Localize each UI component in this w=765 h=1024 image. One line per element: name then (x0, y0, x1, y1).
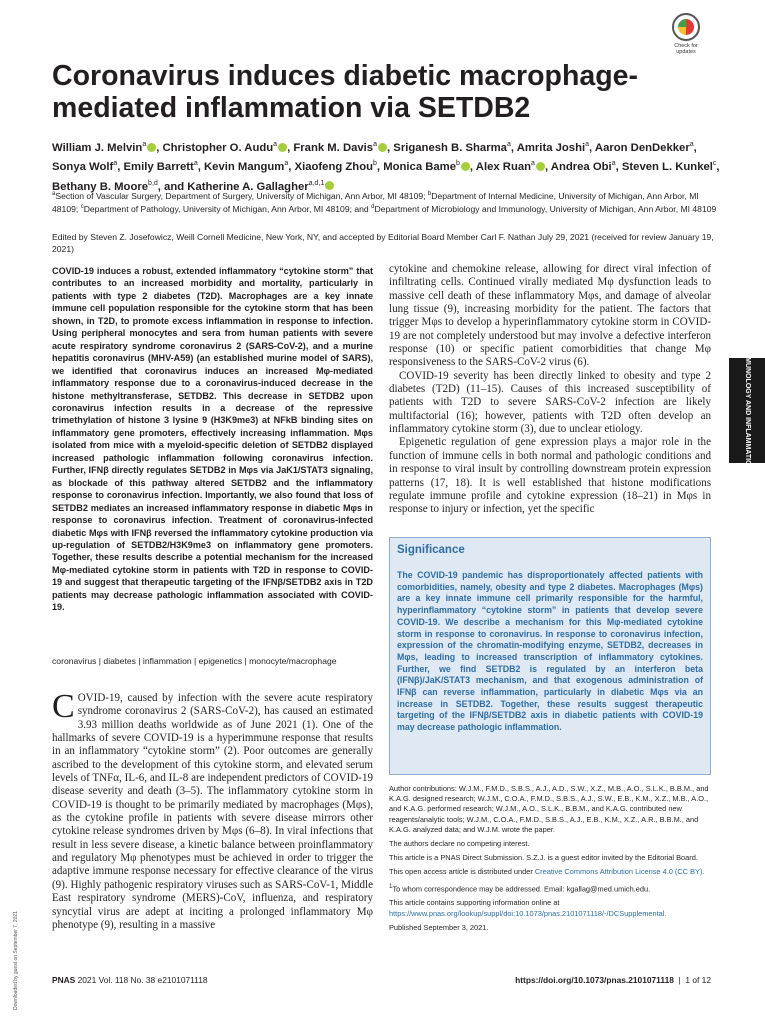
author-name: Monica Bame (383, 161, 457, 174)
footer-citation: PNAS 2021 Vol. 118 No. 38 e2101071118 (52, 975, 208, 985)
drop-cap: C (52, 688, 75, 725)
supporting-link[interactable]: https://www.pnas.org/lookup/suppl/doi:10.1073/pnas.2101071118/-/DCSupplemental. (389, 908, 667, 918)
body-paragraph: cytokine and chemokine release, allowing for direct viral infection of infiltrating cells. Continued virally mediated Mφ dysfunction leads to massive cell death of these inflammatory Mφs, and damage of alveolar lung tissue (9), increasing morbidity for the patient. The factors that trigger Mφs to develop a hyperinflammatory cytokine storm in COVID-19 are not completely understood but may involve a defective interferon response (10) or specific patient comorbidities that change Mφ responsiveness to the SARS-CoV-2 virus (6). (389, 263, 711, 369)
author-name: Steven L. Kunkel (621, 161, 713, 174)
author-list: William J. Melvin$^a$ , Christopher O. Audu$^a$ , Frank M. Davis$^a$ , Sriganesh B. Sharma$^a$, Amrita Joshi$^a$, Aaron DenDekker$^a$, Sonya Wolf$^a$, Emily Barrett$^a$, Kevin Mangum$^a$, Xiaofeng Zhou$^b$, Monica Bame$^b$ , Alex Ruan$^a$ , Andrea Obi$^a$, Steven L. Kunkel$^c$, Bethany B. Moore$^{b,d}$, and Katherine A. Gallagher$^{a,d,1}$ (52, 141, 720, 193)
orcid-icon[interactable] (147, 143, 156, 152)
author-name: Sriganesh B. Sharma (393, 141, 507, 154)
supporting-info: This article contains supporting information online at https://www.pnas.org/lookup/suppl/doi:10.1073/pnas.2101071118/-/DCSupplemental. (389, 898, 667, 918)
footer-doi: https://doi.org/10.1073/pnas.2101071118 | 1 of 12 (515, 975, 711, 985)
section-side-tab (729, 349, 765, 471)
author-name: Alex Ruan (475, 161, 532, 174)
download-note: Downloaded by guest on September 7, 2021 (13, 911, 19, 1010)
body-paragraph: Epigenetic regulation of gene expression plays a major role in the function of immune cells in both normal and pathologic conditions and in response to viral insult by controlling downstream protein expression patterns (17, 18). It is well established that histone modifications regulate immune profile and cytokine expression (18–21) in Mφs in response to injury or infection, yet the specific (389, 436, 711, 516)
author-name: Andrea Obi (550, 161, 612, 174)
author-name: Bethany B. Moore (52, 180, 149, 193)
doi-link[interactable]: https://doi.org/10.1073/pnas.2101071118 (515, 975, 674, 985)
author-name: Emily Barrett (123, 161, 194, 174)
published-date: Published September 3, 2021. (389, 922, 489, 932)
author-name: Amrita Joshi (516, 141, 586, 154)
author-name: Kevin Mangum (204, 161, 285, 174)
author-name: Aaron DenDekker (594, 141, 690, 154)
keywords: coronavirus | diabetes | inflammation | epigenetics | monocyte/macrophage (52, 656, 337, 666)
author-name: Sonya Wolf (52, 161, 114, 174)
body-intro-left (52, 688, 373, 932)
license-link[interactable]: Creative Commons Attribution License 4.0 (CC BY). (534, 867, 705, 877)
orcid-icon[interactable] (378, 143, 387, 152)
author-name: Frank M. Davis (293, 141, 374, 154)
author-name: William J. Melvin (52, 141, 143, 154)
significance-text: The COVID-19 pandemic has disproportionately affected patients with comorbidities, namely, obesity and type 2 diabetes. Macrophages (Mφs) are a key innate immune cell primarily responsible for the harmful, hyperinflammatory “cytokine storm” in patients that develop severe COVID-19. We describe a mechanism for this Mφ-mediated cytokine storm in response to coronavirus. In response to coronavirus infection, expression of the chromatin-modifying enzyme, SETDB2, decreases in Mφs, leading to increased transcription of inflammatory cytokines. Further, we find SETDB2 is regulated by an interferon beta (IFNβ)/JaK/STAT3 mechanism, and that exogenous administration of IFNβ can reverse inflammation, particularly in diabetic Mφs via an increase in SETDB2. Together, these results suggest therapeutic targeting of the IFNβ/SETDB2 axis in diabetic patients with COVID-19 may decrease pathologic inflammation. (397, 570, 703, 733)
page-number: 1 of 12 (685, 975, 711, 985)
side-tab-label: IMMUNOLOGY AND INFLAMMATION (744, 349, 751, 471)
body-intro-right (389, 263, 711, 517)
author-notes (389, 784, 711, 937)
orcid-icon[interactable] (461, 162, 470, 171)
author-name: Christopher O. Audu (162, 141, 274, 154)
direct-submission: This article is a PNAS Direct Submission. S.Z.J. is a guest editor invited by the Editorial Board. (389, 853, 698, 863)
journal-name: PNAS (52, 975, 76, 985)
orcid-icon[interactable] (278, 143, 287, 152)
orcid-icon[interactable] (536, 162, 545, 171)
license-note: This open access article is distributed under Creative Commons Attribution License 4.0 (CC BY). (389, 867, 705, 877)
check-for-updates-badge[interactable] (666, 13, 706, 55)
author-name: Xiaofeng Zhou (294, 161, 373, 174)
author-name: Katherine A. Gallagher (187, 180, 309, 193)
significance-box (389, 537, 711, 775)
article-title: Coronavirus induces diabetic macrophage-mediated inflammation via SETDB2 (52, 60, 638, 124)
body-left-text: OVID-19, caused by infection with the severe acute respiratory syndrome coronavirus 2 (SARS-CoV-2), has caused an estimated 3.93 million deaths worldwide as of June 2021 (1). One of the hallmarks of severe COVID-19 is a hyperimmune response that results in an inflammatory “cytokine storm” (2). Poor outcomes are generally ascribed to the development of this cytokine storm, and elevated serum levels of TNFα, IL-6, and IL-8 are independent predictors of COVID-19 disease severity and death (3–5). The inflammatory cytokine storm in COVID-19 is thought to be primarily mediated by macrophages (Mφs), as the cytokine profile in patients with severe disease mirrors other cytokine release syndromes driven by Mφs (6–8). In viral infections that result in less severe disease, a kinetic balance between proinflammatory and regulatory Mφ phenotypes must be achieved in order to trigger the adaptive immune response necessary for effective clearance of the virus (9). Highly pathogenic respiratory viruses such as SARS-CoV-1, Middle East respiratory syndrome (MERS)-CoV, influenza, and respiratory syncytial virus are adept at inciting a prolonged inflammatory Mφ phenotype (9), resulting in a massive (52, 692, 373, 931)
body-paragraph: COVID-19 severity has been directly linked to obesity and type 2 diabetes (T2D) (11–15). Causes of this increased susceptibility of patients with T2D to severe SARS-CoV-2 infection are likely multifactorial (16); however, patients with T2D often develop an inflammatory cytokine storm (3), due to unclear etiology. (389, 369, 711, 436)
check-updates-icon (672, 13, 700, 41)
author-contributions: Author contributions: W.J.M., F.M.D., S.B.S., A.J., A.D., S.W., X.Z., M.B., A.O., S.L.K., B.B.M., and K.A.G. designed research; W.J.M., C.O.A., F.M.D., S.B.S., A.J., S.W., E.B., K.M., X.Z., M.B., A.O., and K.A.G. performed research; W.J.M., A.O., S.L.K., B.B.M., and K.A.G. contributed new reagents/analytic tools; W.J.M., C.O.A., F.M.D., S.B.S., A.J., E.B., K.M., X.Z., A.R., B.B.M., and K.A.G. analyzed data; and W.J.M. wrote the paper. (389, 784, 709, 834)
abstract: COVID-19 induces a robust, extended inflammatory “cytokine storm” that contributes to an increased morbidity and mortality, particularly in patients with type 2 diabetes (T2D). Macrophages are a key innate immune cell population responsible for the cytokine storm that has been shown, in T2D, to promote excess inflammation in response to infection. Using peripheral monocytes and sera from human patients with severe acute respiratory syndrome coronavirus 2 (SARS-CoV-2), and a murine hepatitis coronavirus (MHV-A59) (an established murine model of SARS), we identified that coronavirus induces an increased Mφ-mediated inflammatory response due to a coronavirus-induced decrease in the histone methyltransferase, SETDB2. This decrease in SETDB2 upon coronavirus infection results in a decrease of the repressive trimethylation of histone 3 lysine 9 (H3K9me3) at NFkB binding sites on inflammatory gene promoters, effectively increasing inflammation. Mφs isolated from mice with a myeloid-specific deletion of SETDB2 displayed increased pathologic inflammation following coronavirus infection. Further, IFNβ directly regulates SETDB2 in Mφs via JaK1/STAT3 signaling, as blockade of this pathway altered SETDB2 and the inflammatory response to coronavirus infection. Importantly, we also found that loss of SETDB2 mediates an increased inflammatory response in diabetic Mφs in response to coronavirus infection. Treatment of coronavirus-infected diabetic Mφs with IFNβ reversed the inflammatory cytokine production via up-regulation of SETDB2/H3K9me3 on inflammatory gene promoters. Together, these results describe a potential mechanism for the increased Mφ-mediated cytokine storm in patients with T2D in response to COVID-19 and suggest that therapeutic targeting of the IFNβ/SETDB2 axis in T2D patients may decrease pathologic inflammation associated with COVID-19. (52, 266, 373, 613)
correspondence: $^1$To whom correspondence may be addressed. Email: kgallag@med.umich.edu. (389, 882, 651, 894)
badge-label: Check for updates (674, 43, 698, 55)
affiliations: $^a$Section of Vascular Surgery, Department of Surgery, University of Michigan, Ann Arbor, MI 48109; $^b$Department of Internal Medicine, University of Michigan, Ann Arbor, MI 48109; $^c$Department of Pathology, University of Michigan, Ann Arbor, MI 48109; and $^d$Department of Microbiology and Immunology, University of Michigan, Ann Arbor, MI 48109 (52, 190, 717, 215)
significance-title: Significance (397, 544, 465, 556)
edited-by: Edited by Steven Z. Josefowicz, Weill Cornell Medicine, New York, NY, and accepted by Editorial Board Member Carl F. Nathan July 29, 2021 (received for review January 19, 2021) (52, 232, 714, 254)
competing-interest: The authors declare no competing interest. (389, 839, 530, 849)
